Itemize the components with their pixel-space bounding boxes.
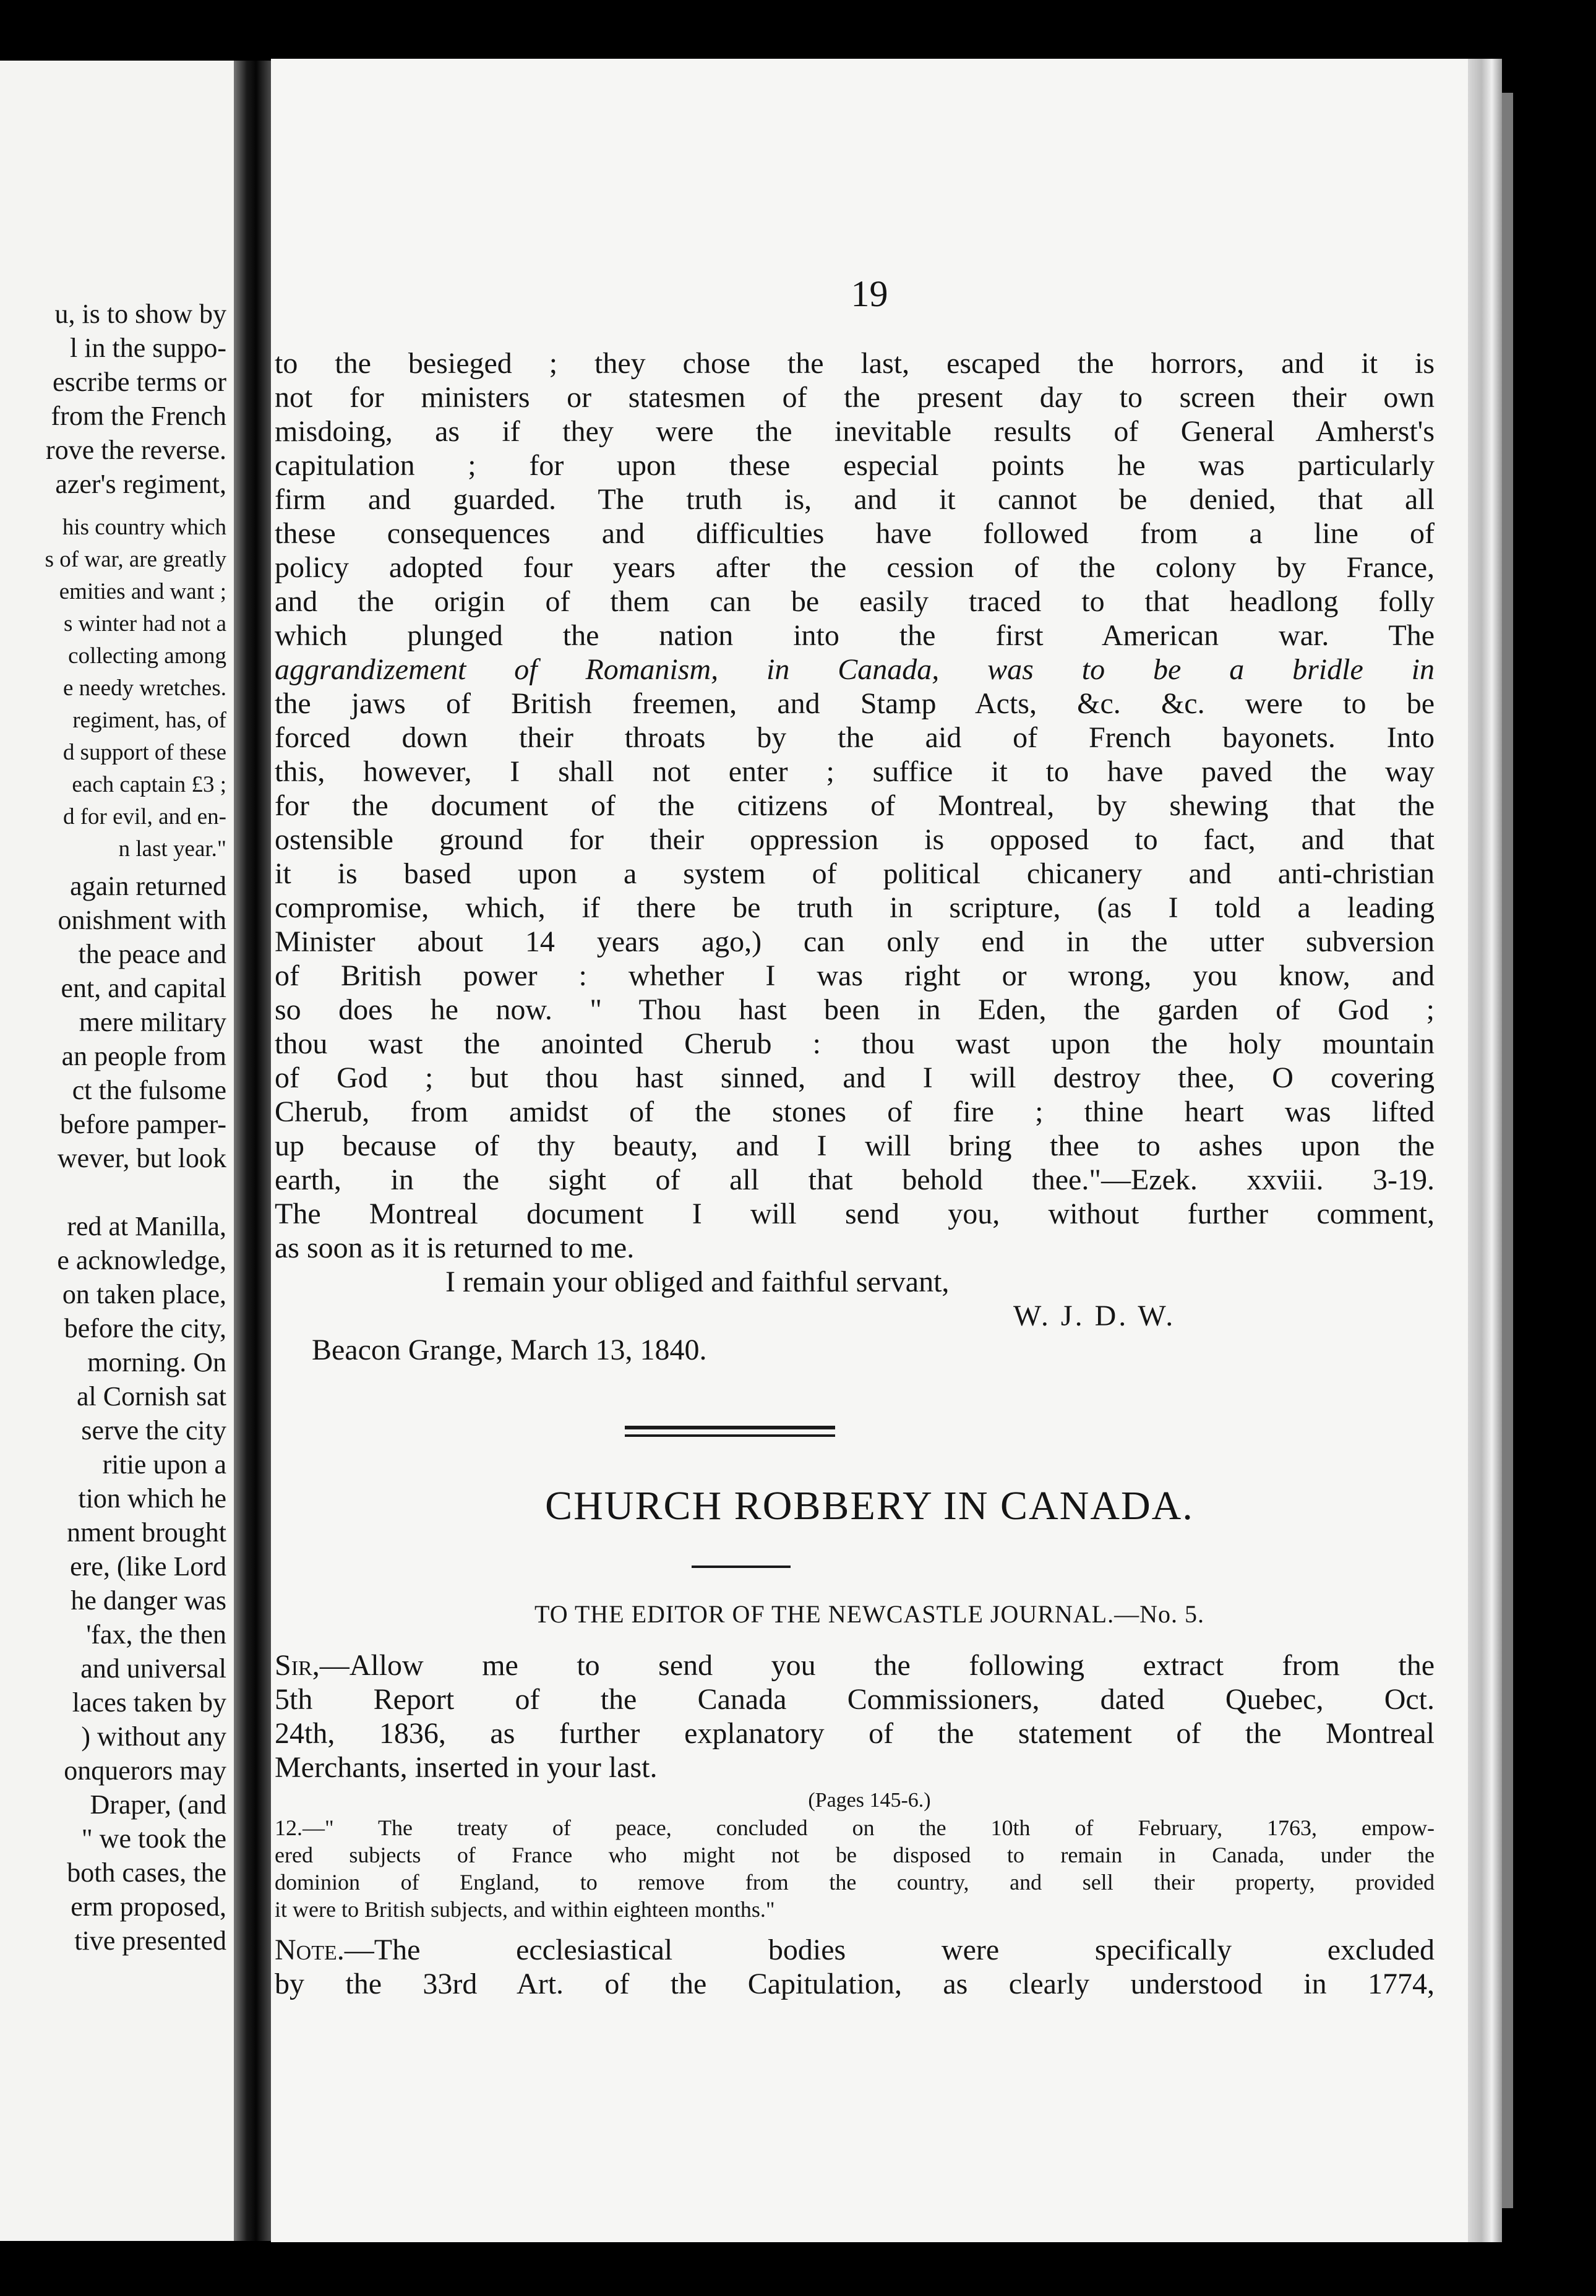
page-edge [1468,59,1502,2242]
left-line: from the French [51,401,226,431]
letter-line: up because of thy beauty, and I will bring thee to ashes upon the [275,1129,1435,1162]
left-line: e needy wretches. [62,675,226,701]
section-title: CHURCH ROBBERY IN CANADA. [545,1483,1194,1528]
letter-line-text: —Allow me to send you the following extract from the [319,1649,1435,1682]
short-rule [692,1566,791,1568]
quote-line: it were to British subjects, and within eighteen months." [275,1897,775,1922]
left-line: serve the city [81,1415,226,1446]
letter-line: of God ; but thou hast sinned, and I will destroy thee, O covering [275,1061,1435,1094]
left-line: an people from [61,1041,226,1071]
left-line: onishment with [58,905,226,935]
binding-gutter [234,61,271,2241]
page-edge-shadow [1502,93,1513,2208]
letter-line: this, however, I shall not enter ; suffice it to have paved the way [275,755,1435,788]
pages-reference: (Pages 145-6.) [808,1789,931,1812]
letter-line: The Montreal document I will send you, without further comment, [275,1197,1435,1230]
double-rule-top [625,1426,835,1429]
left-line: both cases, the [67,1857,226,1888]
left-line: wever, but look [57,1143,226,1173]
left-line: before the city, [64,1313,226,1343]
left-line: s winter had not a [63,611,226,636]
left-line: 'fax, the then [86,1619,226,1650]
closing-line: I remain your obliged and faithful servant, [445,1266,950,1298]
left-line: e acknowledge, [57,1245,226,1275]
letter-line: ostensible ground for their oppression is opposed to fact, and that [275,823,1435,856]
left-line: his country which [62,515,226,540]
letter-line: capitulation ; for upon these especial points he was particularly [275,449,1435,482]
letter-line: earth, in the sight of all that behold thee."—Ezek. xxviii. 3-19. [275,1163,1435,1196]
left-line: red at Manilla, [67,1211,226,1241]
letter-line: policy adopted four years after the cession of the colony by France, [275,551,1435,584]
left-line: onquerors may [64,1755,226,1786]
dateline: Beacon Grange, March 13, 1840. [312,1334,707,1366]
letter-line: forced down their throats by the aid of French bayonets. Into [275,721,1435,754]
left-facing-page [0,61,234,2241]
left-line: al Cornish sat [77,1381,226,1411]
left-line: nment brought [67,1517,226,1548]
letter-line: thou wast the anointed Cherub : thou wast upon the holy mountain [275,1027,1435,1060]
letter-line: misdoing, as if they were the inevitable results of General Amherst's [275,415,1435,448]
left-line: ct the fulsome [72,1075,226,1105]
letter-line: to the besieged ; they chose the last, escaped the horrors, and it is [275,347,1435,380]
left-line: ent, and capital [61,973,226,1003]
letter-line: and the origin of them can be easily traced to that headlong folly [275,585,1435,618]
quote-line: 12.—" The treaty of peace, concluded on the 10th of February, 1763, empow- [275,1815,1435,1840]
letter-line: the jaws of British freemen, and Stamp Acts, &c. &c. were to be [275,687,1435,720]
letter-line: aggrandizement of Romanism, in Canada, was to be a bridle in [275,653,1435,686]
left-line: ) without any [81,1721,226,1752]
letter-line: Minister about 14 years ago,) can only end in the utter subversion [275,925,1435,958]
left-line: laces taken by [72,1687,226,1718]
left-line: he danger was [71,1585,226,1616]
letter-line: it is based upon a system of political chicanery and anti-christian [275,857,1435,890]
note-line: by the 33rd Art. of the Capitulation, as clearly understood in 1774, [275,1968,1435,2000]
double-rule-bottom [625,1434,835,1437]
left-line: before pamper- [59,1109,226,1139]
letter-line: so does he now. " Thou hast been in Eden, the garden of God ; [275,993,1435,1026]
quote-line: dominion of England, to remove from the country, and sell their property, provided [275,1870,1435,1895]
left-line: " we took the [81,1823,226,1854]
left-line: mere military [79,1007,226,1037]
left-line: the peace and [78,939,226,969]
note-label: Note. [275,1934,345,1966]
left-line: on taken place, [62,1279,226,1309]
left-line: ritie upon a [102,1449,226,1480]
letter-line: which plunged the nation into the first American war. The [275,619,1435,652]
left-line: l in the suppo- [70,333,226,363]
letter-line: these consequences and difficulties have followed from a line of [275,517,1435,550]
main-page [271,59,1468,2242]
left-line: tive presented [74,1925,226,1956]
letter-line: compromise, which, if there be truth in scripture, (as I told a leading [275,891,1435,924]
left-line: erm proposed, [71,1891,226,1922]
note-line [271,1933,1468,1968]
left-line: n last year." [118,836,226,862]
letter-line [271,1648,1468,1683]
left-line: ere, (like Lord [70,1551,226,1582]
left-line: rove the reverse. [46,435,226,465]
left-line: u, is to show by [54,299,226,329]
letter-line: of British power : whether I was right or wrong, you know, and [275,959,1435,992]
page-number: 19 [851,273,888,314]
left-line: each captain £3 ; [72,772,226,797]
left-line: collecting among [68,643,226,669]
quote-line: ered subjects of France who might not be disposed to remain in Canada, under the [275,1843,1435,1867]
left-line: d for evil, and en- [62,804,226,829]
editor-line: TO THE EDITOR OF THE NEWCASTLE JOURNAL.—No. 5. [534,1600,1204,1628]
letter-line: 5th Report of the Canada Commissioners, dated Quebec, Oct. [275,1683,1435,1716]
signature: W. J. D. W. [1013,1300,1176,1332]
left-line: s of war, are greatly [45,547,226,572]
letter-line: for the document of the citizens of Montreal, by shewing that the [275,789,1435,822]
left-line: morning. On [87,1347,226,1377]
left-line: regiment, has, of [72,708,226,733]
left-line: Draper, (and [90,1789,226,1820]
left-line: azer's regiment, [55,469,226,499]
left-line: d support of these [62,740,226,765]
letter-line: 24th, 1836, as further explanatory of the statement of the Montreal [275,1717,1435,1750]
left-line: tion which he [78,1483,226,1514]
salutation: Sir, [275,1649,320,1682]
note-line-text: —The ecclesiastical bodies were specifically excluded [344,1934,1435,1966]
left-line: emities and want ; [59,579,226,604]
left-line: escribe terms or [53,367,226,397]
letter-line: Cherub, from amidst of the stones of fire ; thine heart was lifted [275,1095,1435,1128]
left-line: and universal [80,1653,226,1684]
letter-line: as soon as it is returned to me. [275,1232,635,1264]
letter-line: Merchants, inserted in your last. [275,1751,658,1784]
left-line: again returned [70,871,226,901]
letter-line: firm and guarded. The truth is, and it cannot be denied, that all [275,483,1435,516]
letter-line: not for ministers or statesmen of the present day to screen their own [275,381,1435,414]
